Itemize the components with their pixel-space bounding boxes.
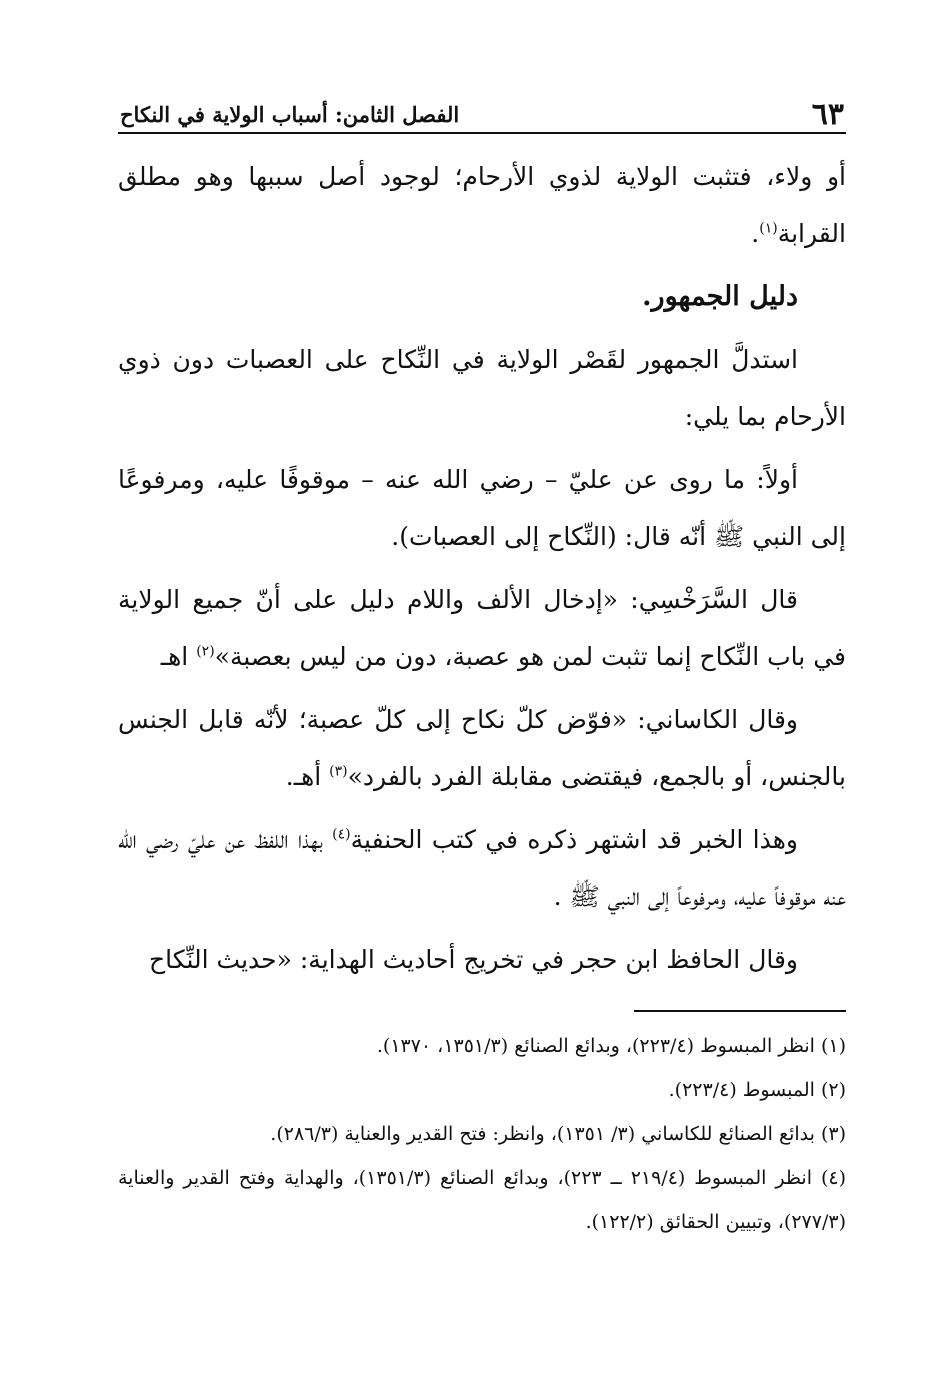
footnote: (١) انظر المبسوط (٢٢٣/٤)، وبدائع الصنائع (١٣٥١/٣، ١٣٧٠). [376,1035,846,1057]
footnote-ref: (٢) [196,643,215,660]
page-number: ٦٣ [811,97,844,132]
section-heading: دليل الجمهور. [642,281,798,312]
paragraph [118,811,846,925]
paragraph-text: وقال الكاساني: «فوّض كلّ نكاح إلى كلّ عصبة؛ لأنّه قابل الجنس بالجنس، أو بالجمع، فيقتضى مقابلة الفرد بالفرد» [118,705,846,791]
paragraph [118,571,846,685]
footnote-divider [634,1010,846,1012]
footnote: (٢) المبسوط (٢٢٣/٤). [668,1079,846,1101]
paragraph [118,691,846,805]
footnote: (٤) انظر المبسوط (٢١٩/٤ ــ ٢٢٣)، وبدائع الصنائع (١٣٥١/٣)، والهداية وفتح القدير والعناية (٢٧٧/٣)، وتبيين الحقائق (١٢٢/٢). [118,1167,846,1233]
main-text [118,148,846,994]
paragraph: أولاً: ما روى عن عليّ – رضي الله عنه – موقوفًا عليه، ومرفوعًا إلى النبي ﷺ أنّه قال: (النِّكاح إلى العصبات). [118,465,846,551]
paragraph-text: قال السَّرَخْسِي: «إدخال الألف واللام دليل على أنّ جميع الولاية في باب النِّكاح إنما تثبت لمن هو عصبة، دون من ليس بعصبة» [118,585,846,671]
book-page [118,0,846,1377]
paragraph: استدلَّ الجمهور لقَصْر الولاية في النِّكاح على العصبات دون ذوي الأرحام بما يلي: [118,345,846,431]
paragraph-text: وهذا الخبر قد اشتهر ذكره في كتب الحنفية [350,825,798,854]
paragraph-end: اهـ [160,642,197,671]
running-title: الفصل الثامن: أسباب الولاية في النكاح [120,102,460,127]
page-header [118,96,846,134]
footnote: (٣) بدائع الصنائع للكاساني (٣/ ١٣٥١)، وانظر: فتح القدير والعناية (٢٨٦/٣). [270,1123,846,1145]
paragraph [118,148,846,262]
paragraph-text: أو ولاء، فتثبت الولاية لذوي الأرحام؛ لوجود أصل سببها وهو مطلق القرابة [118,162,846,248]
paragraph-text: بهذا اللفظ عن عليّ رضي الله عنه موقوفاً عليه، ومرفوعاً إلى النبي ﷺ . [118,825,846,911]
footnote-ref: (٣) [329,763,348,780]
footnotes [118,1024,846,1244]
paragraph-end: أهـ. [285,762,330,791]
paragraph-end: . [751,219,760,248]
footnote-ref: (١) [759,220,778,237]
footnote-ref: (٤) [332,826,351,843]
header-divider [118,132,846,134]
paragraph: وقال الحافظ ابن حجر في تخريج أحاديث الهداية: «حديث النِّكاح [148,945,798,974]
